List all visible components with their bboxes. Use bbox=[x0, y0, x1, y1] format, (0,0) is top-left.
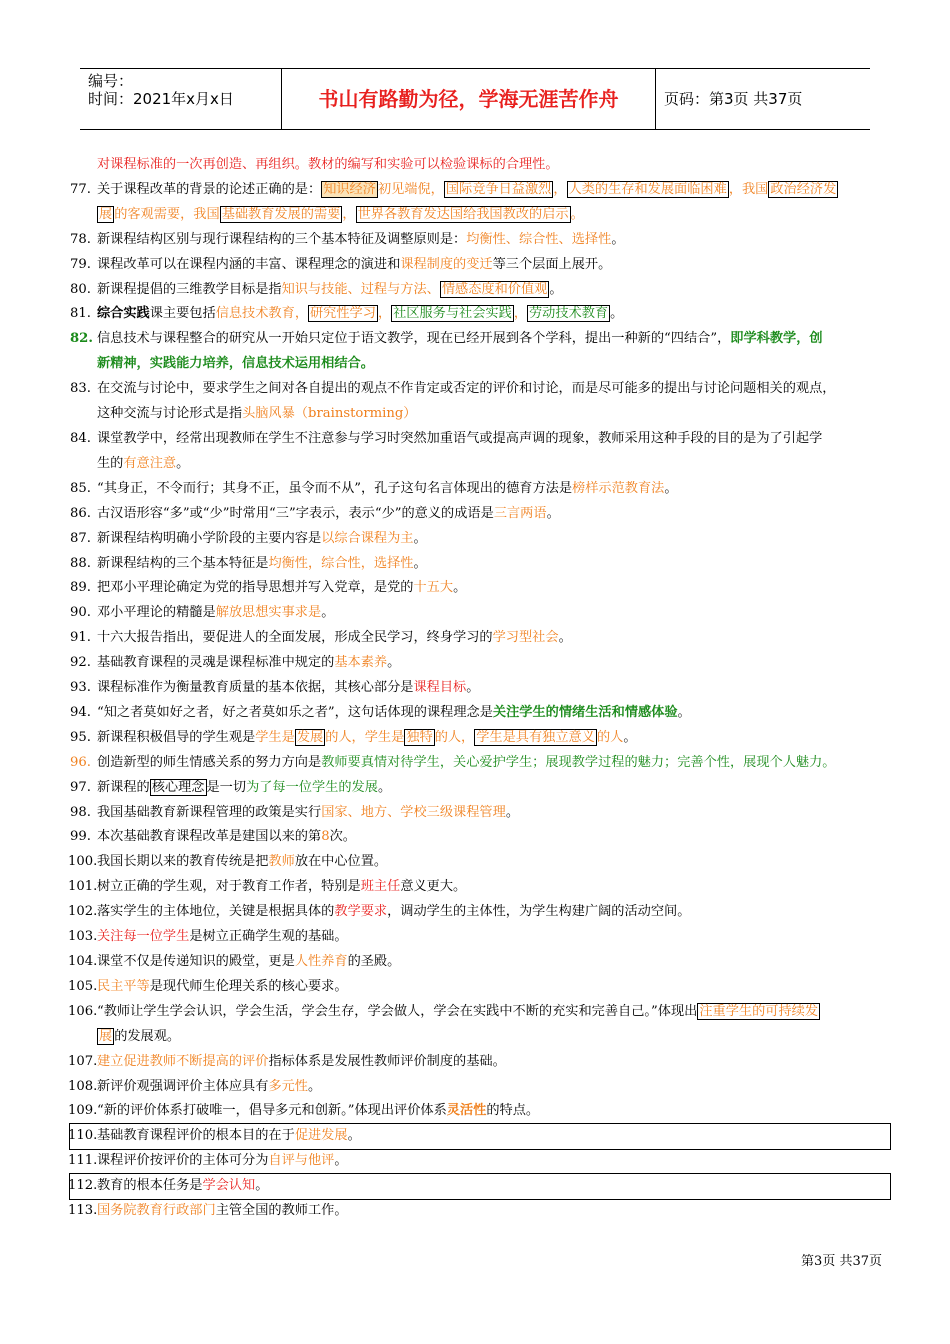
list-item: 84. 课堂教学中，经常出现教师在学生不注意参与学习时突然加重语气或提高声调的现象，教师采用这种手段的目的是为了引起学 bbox=[70, 430, 823, 446]
list-item: 87. 新课程结构明确小学阶段的主要内容是以综合课程为主。 bbox=[70, 530, 427, 546]
list-item-continuation: 展 的发展观。 bbox=[99, 1028, 181, 1044]
list-item: 108. 新评价观强调评价主体应具有多元性。 bbox=[68, 1078, 322, 1094]
list-item: 79. 课程改革可以在课程内涵的丰富、课程理念的演进和课程制度的变迁等三个层面上展开。 bbox=[70, 256, 612, 272]
list-item: 93. 课程标准作为衡量教育质量的基本依据，其核心部分是课程目标。 bbox=[70, 680, 480, 696]
list-item: 99. 本次基础教育课程改革是建国以来的第8次。 bbox=[70, 829, 356, 845]
list-item: 80. 新课程提倡的三维教学目标是指知识与技能、过程与方法、 情感态度和价值观 。 bbox=[70, 281, 563, 297]
list-item: 94. “知之者莫如好之者，好之者莫如乐之者”，这句话体现的课程理念是关注学生的情绪生活和情感体验。 bbox=[70, 704, 691, 720]
list-item: 103. 关注每一位学生是树立正确学生观的基础。 bbox=[68, 929, 348, 945]
list-item: 102. 落实学生的主体地位，关键是根据具体的教学要求，调动学生的主体性，为学生构建广阔的活动空间。 bbox=[68, 904, 691, 920]
document-date-label: 时间：2021年x月x日 bbox=[88, 90, 234, 108]
list-item-continuation: 生的有意注意。 bbox=[97, 455, 190, 471]
header-meta bbox=[80, 69, 282, 129]
list-item: 107. 建立促进教师不断提高的评价指标体系是发展性教师评价制度的基础。 bbox=[68, 1053, 506, 1069]
list-item: 83. 在交流与讨论中，要求学生之间对各自提出的观点不作肯定或否定的评价和讨论，而是尽可能多的提出与讨论问题相关的观点， bbox=[70, 381, 836, 397]
list-item: 96. 创造新型的师生情感关系的努力方向是教师要真情对待学生，关心爱护学生；展现教学过程的魅力；完善个性，展现个人魅力。 bbox=[70, 754, 836, 770]
document-body bbox=[70, 153, 890, 1224]
list-item-continuation: 这种交流与讨论形式是指头脑风暴（brainstorming） bbox=[97, 406, 417, 422]
list-item: 82. 信息技术与课程整合的研究从一开始只定位于语文教学，现在已经开展到各个学科，提出一种新的“四结合”，即学科教学，创 bbox=[70, 331, 823, 347]
list-item: 85. “其身正，不令而行；其身不正，虽令而不从”，孔子这句名言体现出的德育方法是榜样示范教育法。 bbox=[70, 480, 678, 496]
list-item: 77. 关于课程改革的背景的论述正确的是： 知识经济 初见端倪， 国际竞争日益激烈 ， 人类的生存和发展面临困难 ，我国 政治经济发 bbox=[70, 181, 837, 197]
list-item: 113. 国务院教育行政部门主管全国的教师工作。 bbox=[68, 1203, 348, 1219]
list-item-continuation: 展 的客观需要，我国 基础教育发展的需要 ， 世界各教育发达国给我国教改的启示 。 bbox=[99, 206, 584, 222]
list-item: 89. 把邓小平理论确定为党的指导思想并写入党章，是党的十五大。 bbox=[70, 580, 467, 596]
list-item: 78. 新课程结构区别与现行课程结构的三个基本特征及调整原则是：均衡性、综合性、选择性。 bbox=[70, 231, 625, 247]
list-item-continuation: 新精神，实践能力培养，信息技术运用相结合。 bbox=[97, 356, 374, 372]
header-page-label: 页码：第3页 共37页 bbox=[664, 90, 803, 108]
list-item: 111. 课程评价按评价的主体可分为自评与他评。 bbox=[68, 1153, 348, 1169]
list-item: 109. “新的评价体系打破唯一，倡导多元和创新。”体现出评价体系灵活性的特点。 bbox=[68, 1103, 540, 1119]
list-item: 92. 基础教育课程的灵魂是课程标准中规定的基本素养。 bbox=[70, 655, 401, 671]
list-item: 88. 新课程结构的三个基本特征是均衡性，综合性，选择性。 bbox=[70, 555, 427, 571]
list-item: 98. 我国基础教育新课程管理的政策是实行国家、地方、学校三级课程管理。 bbox=[70, 804, 519, 820]
page-header bbox=[80, 68, 870, 130]
list-item: 95. 新课程积极倡导的学生观是学生是 发展 的人，学生是 独特 的人， 学生是具有独立意义 的人。 bbox=[70, 729, 637, 745]
list-item: 104. 课堂不仅是传递知识的殿堂，更是人性养育的圣殿。 bbox=[68, 954, 401, 969]
list-item: 100. 我国长期以来的教育传统是把教师放在中心位置。 bbox=[68, 854, 388, 870]
list-item: 90. 邓小平理论的精髓是解放思想实事求是。 bbox=[70, 605, 335, 621]
list-item: 对课程标准的一次再创造、再组织。教材的编写和实验可以检验课标的合理性。 bbox=[97, 157, 559, 172]
document-code-label: 编号： bbox=[88, 72, 134, 90]
page-footer: 第3页 共37页 bbox=[801, 1254, 882, 1269]
list-item: 106. “教师让学生学会认识，学会生活，学会生存，学会做人，学会在实践中不断的充实和完善自己。”体现出 注重学生的可持续发 bbox=[68, 1003, 819, 1019]
list-item: 112. 教育的根本任务是学会认知。 bbox=[70, 1174, 890, 1199]
list-item: 110. 基础教育课程评价的根本目的在于促进发展。 bbox=[70, 1124, 890, 1149]
header-motto: 书山有路勤为径，学海无涯苦作舟 bbox=[282, 69, 656, 129]
list-item: 105. 民主平等是现代师生伦理关系的核心要求。 bbox=[68, 978, 348, 994]
list-item: 81. 综合实践课主要包括信息技术教育， 研究性学习 ， 社区服务与社会实践 ， 劳动技术教育 。 bbox=[70, 306, 624, 322]
list-item: 86. 古汉语形容“多”或“少”时常用“三”字表示，表示“少”的意义的成语是三言两语。 bbox=[70, 505, 560, 521]
list-item: 97. 新课程的 核心理念 是一切为了每一位学生的发展。 bbox=[70, 779, 392, 795]
list-item: 101. 树立正确的学生观，对于教育工作者，特别是班主任意义更大。 bbox=[68, 879, 467, 895]
list-item: 91. 十六大报告指出，要促进人的全面发展，形成全民学习，终身学习的学习型社会。 bbox=[70, 630, 572, 646]
